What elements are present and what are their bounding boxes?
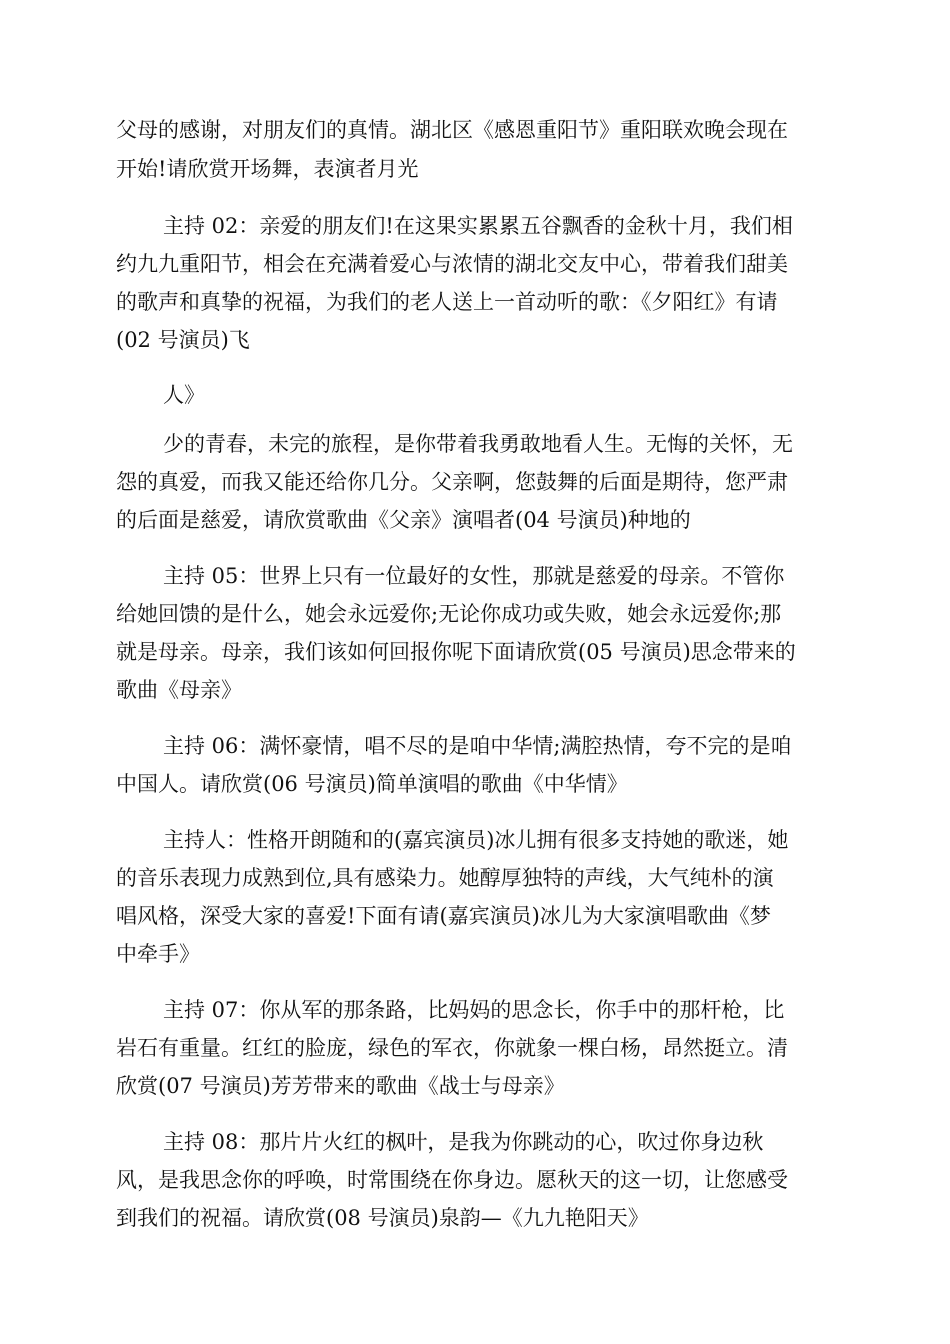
text-line: 的音乐表现力成熟到位,具有感染力。她醇厚独特的声线，大气纯朴的演 xyxy=(116,866,774,890)
text-line: 风，是我思念你的呼唤，时常围绕在你身边。愿秋天的这一切，让您感受 xyxy=(116,1168,788,1192)
text-line: 就是母亲。母亲，我们该如何回报你呢下面请欣赏(05 号演员)思念带来的 xyxy=(116,640,796,664)
text-line: 中国人。请欣赏(06 号演员)简单演唱的歌曲《中华情》 xyxy=(116,772,628,796)
text-line: 主持 07：你从军的那条路，比妈妈的思念长，你手中的那杆枪，比 xyxy=(163,998,785,1022)
text-line: 欣赏(07 号演员)芳芳带来的歌曲《战士与母亲》 xyxy=(116,1074,565,1098)
text-line: 主持 02：亲爱的朋友们!在这果实累累五谷飘香的金秋十月，我们相 xyxy=(163,214,793,238)
text-line: 的歌声和真挚的祝福，为我们的老人送上一首动听的歌：《夕阳红》有请 xyxy=(116,290,778,314)
text-line: 主持人：性格开朗随和的(嘉宾演员)冰儿拥有很多支持她的歌迷，她 xyxy=(163,828,789,852)
text-line: 开始!请欣赏开场舞，表演者月光 xyxy=(116,157,419,181)
text-line: 唱风格，深受大家的喜爱!下面有请(嘉宾演员)冰儿为大家演唱歌曲《梦 xyxy=(116,904,771,928)
text-line: 主持 05：世界上只有一位最好的女性，那就是慈爱的母亲。不管你 xyxy=(163,564,785,588)
text-line: 歌曲《母亲》 xyxy=(116,678,242,702)
text-line: 人》 xyxy=(163,383,205,407)
text-line: 到我们的祝福。请欣赏(08 号演员)泉韵—《九九艳阳天》 xyxy=(116,1206,649,1230)
text-line: 父母的感谢，对朋友们的真情。湖北区《感恩重阳节》重阳联欢晚会现在 xyxy=(116,118,788,142)
text-line: 少的青春，未完的旅程，是你带着我勇敢地看人生。无悔的关怀，无 xyxy=(163,432,793,456)
text-line: 约九九重阳节，相会在充满着爱心与浓情的湖北交友中心，带着我们甜美 xyxy=(116,252,788,276)
text-line: 岩石有重量。红红的脸庞，绿色的军衣，你就象一棵白杨，昂然挺立。清 xyxy=(116,1036,788,1060)
text-line: 怨的真爱，而我又能还给你几分。父亲啊，您鼓舞的后面是期待，您严肃 xyxy=(116,470,788,494)
text-line: 的后面是慈爱，请欣赏歌曲《父亲》演唱者(04 号演员)种地的 xyxy=(116,508,691,532)
text-line: 主持 08：那片片火红的枫叶，是我为你跳动的心，吹过你身边秋 xyxy=(163,1130,764,1154)
text-line: 给她回馈的是什么，她会永远爱你;无论你成功或失败，她会永远爱你;那 xyxy=(116,602,782,626)
text-line: (02 号演员)飞 xyxy=(116,328,250,352)
text-line: 主持 06：满怀豪情，唱不尽的是咱中华情;满腔热情，夸不完的是咱 xyxy=(163,734,792,758)
text-line: 中牵手》 xyxy=(116,942,200,966)
